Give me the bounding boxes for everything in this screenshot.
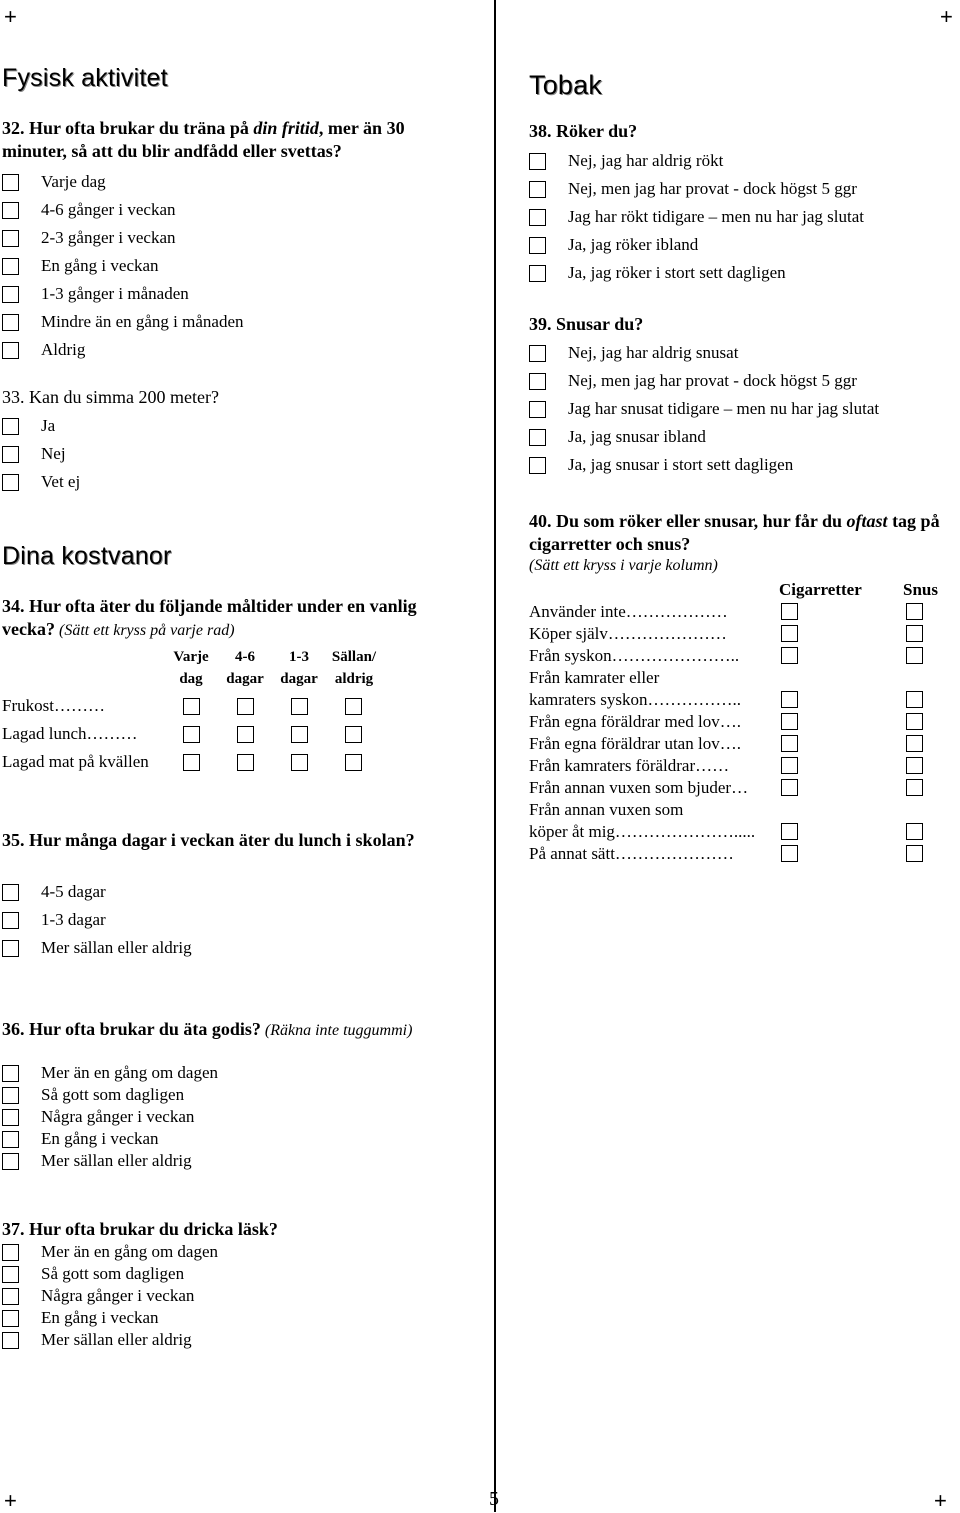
page-number: 5	[489, 1488, 499, 1510]
option-row	[529, 395, 879, 423]
column-header-cigarretter: Cigarretter	[779, 580, 862, 599]
checkbox[interactable]	[2, 1131, 19, 1148]
checkbox[interactable]	[529, 401, 546, 418]
question-35: 35. Hur många dagar i veckan äter du lunch i skolan?	[2, 830, 415, 850]
checkbox[interactable]	[906, 713, 923, 730]
checkbox[interactable]	[906, 647, 923, 664]
question-38-options	[529, 147, 864, 287]
checkbox[interactable]	[2, 1109, 19, 1126]
question-36-options	[2, 1062, 218, 1172]
checkbox[interactable]	[2, 1153, 19, 1170]
checkbox[interactable]	[2, 286, 19, 303]
checkbox[interactable]	[529, 345, 546, 362]
column-divider	[494, 0, 496, 1512]
option-row	[529, 339, 879, 367]
checkbox[interactable]	[2, 1266, 19, 1283]
checkbox[interactable]	[2, 1332, 19, 1349]
question-39-options	[529, 339, 879, 479]
crop-mark-top-left: +	[4, 4, 17, 29]
checkbox[interactable]	[781, 625, 798, 642]
option-row	[2, 440, 80, 468]
checkbox[interactable]	[2, 342, 19, 359]
checkbox[interactable]	[906, 735, 923, 752]
option-row	[2, 280, 244, 308]
section-title-fysisk-aktivitet: Fysisk aktivitet	[2, 64, 168, 92]
checkbox[interactable]	[906, 757, 923, 774]
checkbox[interactable]	[529, 429, 546, 446]
option-label: Några gånger i veckan	[41, 1107, 195, 1126]
option-row	[2, 252, 244, 280]
option-row	[2, 906, 192, 934]
question-36-text: 36. Hur ofta brukar du äta godis?	[2, 1019, 261, 1039]
option-row	[2, 1106, 218, 1128]
question-36	[2, 1018, 442, 1042]
checkbox[interactable]	[183, 698, 200, 715]
option-label: Nej, jag har aldrig snusat	[568, 343, 739, 362]
option-row	[2, 1241, 218, 1263]
option-label: Så gott som dagligen	[41, 1264, 185, 1283]
checkbox[interactable]	[183, 754, 200, 771]
option-row	[2, 1128, 218, 1150]
source-row-label: Från annan vuxen som bjuder…	[529, 778, 749, 797]
checkbox[interactable]	[906, 691, 923, 708]
option-label: Jag har snusat tidigare – men nu har jag slutat	[568, 399, 880, 418]
option-label: En gång i veckan	[41, 1129, 159, 1148]
checkbox[interactable]	[781, 779, 798, 796]
checkbox[interactable]	[2, 202, 19, 219]
option-label: Aldrig	[41, 340, 86, 359]
question-37: 37. Hur ofta brukar du dricka läsk?	[2, 1219, 278, 1239]
question-40-text-italic: oftast	[846, 511, 888, 531]
checkbox[interactable]	[2, 1065, 19, 1082]
source-row-label: Från egna föräldrar med lov….	[529, 712, 741, 731]
crop-mark-top-right: +	[940, 4, 953, 29]
option-label: 4-5 dagar	[41, 882, 106, 901]
checkbox[interactable]	[291, 754, 308, 771]
checkbox[interactable]	[529, 265, 546, 282]
column-header-sallan-aldrig: Sällan/ aldrig	[331, 649, 377, 687]
question-34-instruction: (Sätt ett kryss på varje rad)	[55, 622, 235, 639]
source-row-label: köper åt mig………………….....	[529, 822, 756, 841]
meal-row-label-frukost: Frukost………	[2, 696, 105, 715]
checkbox[interactable]	[2, 940, 19, 957]
checkbox[interactable]	[2, 314, 19, 331]
option-label: Jag har rökt tidigare – men nu har jag slutat	[568, 207, 864, 226]
option-label: Ja, jag snusar i stort sett dagligen	[568, 455, 794, 474]
question-32-text-b: , mer än 30 minuter, så att du blir andfådd eller svettas?	[2, 118, 405, 161]
checkbox[interactable]	[529, 209, 546, 226]
option-label: Varje dag	[41, 172, 106, 191]
checkbox[interactable]	[529, 181, 546, 198]
checkbox[interactable]	[2, 446, 19, 463]
column-header-1-3-dagar: 1-3 dagar	[280, 649, 318, 687]
option-row	[2, 468, 80, 496]
option-label: Mer sällan eller aldrig	[41, 1151, 192, 1170]
checkbox[interactable]	[781, 823, 798, 840]
checkbox[interactable]	[2, 1288, 19, 1305]
option-label: Mer än en gång om dagen	[41, 1242, 219, 1261]
checkbox[interactable]	[2, 1310, 19, 1327]
checkbox[interactable]	[906, 823, 923, 840]
source-row-label: Från annan vuxen som	[529, 800, 684, 819]
option-label: Ja, jag röker i stort sett dagligen	[568, 263, 786, 282]
checkbox[interactable]	[2, 474, 19, 491]
option-label: Ja	[41, 416, 56, 435]
option-row	[529, 259, 864, 287]
column-header-varje-dag: Varje dag	[173, 649, 209, 687]
source-row-label: Använder inte………………	[529, 602, 728, 621]
checkbox[interactable]	[529, 373, 546, 390]
question-35-options	[2, 878, 192, 962]
option-label: 1-3 gånger i månaden	[41, 284, 189, 303]
option-row	[2, 1062, 218, 1084]
checkbox[interactable]	[345, 726, 362, 743]
checkbox[interactable]	[2, 1244, 19, 1261]
option-label: 1-3 dagar	[41, 910, 106, 929]
checkbox[interactable]	[2, 912, 19, 929]
question-40-instruction: (Sätt ett kryss i varje kolumn)	[529, 557, 718, 574]
option-label: 2-3 gånger i veckan	[41, 228, 176, 247]
checkbox[interactable]	[291, 726, 308, 743]
checkbox[interactable]	[345, 754, 362, 771]
option-label: Ja, jag röker ibland	[568, 235, 699, 254]
checkbox[interactable]	[2, 418, 19, 435]
option-label: Nej, men jag har provat - dock högst 5 ggr	[568, 179, 857, 198]
option-label: En gång i veckan	[41, 256, 159, 275]
checkbox[interactable]	[529, 237, 546, 254]
meal-row-label-lagad-lunch: Lagad lunch………	[2, 724, 138, 743]
checkbox[interactable]	[906, 625, 923, 642]
option-label: Vet ej	[41, 472, 81, 491]
checkbox[interactable]	[529, 457, 546, 474]
question-34-text: 34. Hur ofta äter du följande måltider under en vanlig vecka?	[2, 596, 417, 639]
checkbox[interactable]	[781, 647, 798, 664]
checkbox[interactable]	[781, 757, 798, 774]
source-row-label: kamraters syskon……………..	[529, 690, 742, 709]
checkbox[interactable]	[237, 754, 254, 771]
question-40-text-a: 40. Du som röker eller snusar, hur får du	[529, 511, 847, 531]
question-39: 39. Snusar du?	[529, 314, 644, 334]
checkbox[interactable]	[781, 735, 798, 752]
option-row	[2, 196, 244, 224]
checkbox[interactable]	[906, 845, 923, 862]
column-header-snus: Snus	[903, 580, 938, 599]
option-label: En gång i veckan	[41, 1308, 159, 1327]
section-title-tobak: Tobak	[529, 70, 603, 100]
checkbox[interactable]	[183, 726, 200, 743]
checkbox[interactable]	[906, 779, 923, 796]
checkbox[interactable]	[2, 230, 19, 247]
option-label: Ja, jag snusar ibland	[568, 427, 706, 446]
option-label: Mer sällan eller aldrig	[41, 1330, 192, 1349]
checkbox[interactable]	[906, 603, 923, 620]
meal-row-label-lagad-mat-kvallen: Lagad mat på kvällen	[2, 752, 149, 771]
source-row-label: Från egna föräldrar utan lov….	[529, 734, 741, 753]
checkbox[interactable]	[2, 174, 19, 191]
option-row	[2, 1084, 218, 1106]
question-32-text-a: 32. Hur ofta brukar du träna på	[2, 118, 254, 138]
checkbox[interactable]	[2, 884, 19, 901]
checkbox[interactable]	[781, 603, 798, 620]
checkbox[interactable]	[529, 153, 546, 170]
source-row-label: Från kamrater eller	[529, 668, 660, 687]
checkbox[interactable]	[781, 691, 798, 708]
option-row	[2, 168, 244, 196]
option-row	[2, 1307, 218, 1329]
checkbox[interactable]	[237, 698, 254, 715]
checkbox[interactable]	[2, 258, 19, 275]
option-row	[529, 175, 864, 203]
option-label: Så gott som dagligen	[41, 1085, 185, 1104]
option-label: Nej, men jag har provat - dock högst 5 ggr	[568, 371, 857, 390]
question-32	[2, 117, 472, 163]
option-row	[2, 1263, 218, 1285]
crop-mark-bottom-left: +	[4, 1488, 17, 1513]
option-row	[2, 1285, 218, 1307]
option-row	[2, 1329, 218, 1351]
question-33: 33. Kan du simma 200 meter?	[2, 387, 219, 407]
option-row	[2, 878, 192, 906]
question-36-instruction: (Räkna inte tuggummi)	[260, 1022, 413, 1039]
option-row	[2, 412, 80, 440]
option-label: Mer än en gång om dagen	[41, 1063, 219, 1082]
option-row	[529, 367, 879, 395]
question-40	[529, 510, 957, 556]
option-label: Nej	[41, 444, 66, 463]
option-row	[2, 224, 244, 252]
question-34	[2, 595, 442, 642]
option-label: Nej, jag har aldrig rökt	[568, 151, 724, 170]
option-row	[2, 934, 192, 962]
checkbox[interactable]	[237, 726, 254, 743]
option-label: Mer sällan eller aldrig	[41, 938, 192, 957]
option-row	[529, 451, 879, 479]
checkbox[interactable]	[2, 1087, 19, 1104]
checkbox[interactable]	[781, 713, 798, 730]
question-40-text-b: tag på cigarretter och snus?	[529, 511, 940, 554]
question-33-options	[2, 412, 80, 496]
checkbox[interactable]	[781, 845, 798, 862]
option-row	[529, 147, 864, 175]
source-row-label: Från syskon…………………..	[529, 646, 740, 665]
option-row	[529, 423, 879, 451]
option-label: Mindre än en gång i månaden	[41, 312, 244, 331]
checkbox[interactable]	[291, 698, 308, 715]
option-label: Några gånger i veckan	[41, 1286, 195, 1305]
source-row-label: Köper själv…………………	[529, 624, 727, 643]
question-37-options	[2, 1241, 218, 1351]
checkbox[interactable]	[345, 698, 362, 715]
option-row	[529, 203, 864, 231]
question-32-text-italic: din fritid	[253, 118, 319, 138]
question-38: 38. Röker du?	[529, 121, 638, 141]
option-row	[2, 1150, 218, 1172]
question-32-options	[2, 168, 244, 364]
option-label: 4-6 gånger i veckan	[41, 200, 176, 219]
option-row	[2, 336, 244, 364]
option-row	[529, 231, 864, 259]
column-header-4-6-dagar: 4-6 dagar	[226, 649, 264, 687]
source-row-label: På annat sätt…………………	[529, 844, 734, 863]
section-title-dina-kostvanor: Dina kostvanor	[2, 542, 172, 570]
crop-mark-bottom-right: +	[934, 1488, 947, 1513]
source-row-label: Från kamraters föräldrar……	[529, 756, 730, 775]
option-row	[2, 308, 244, 336]
